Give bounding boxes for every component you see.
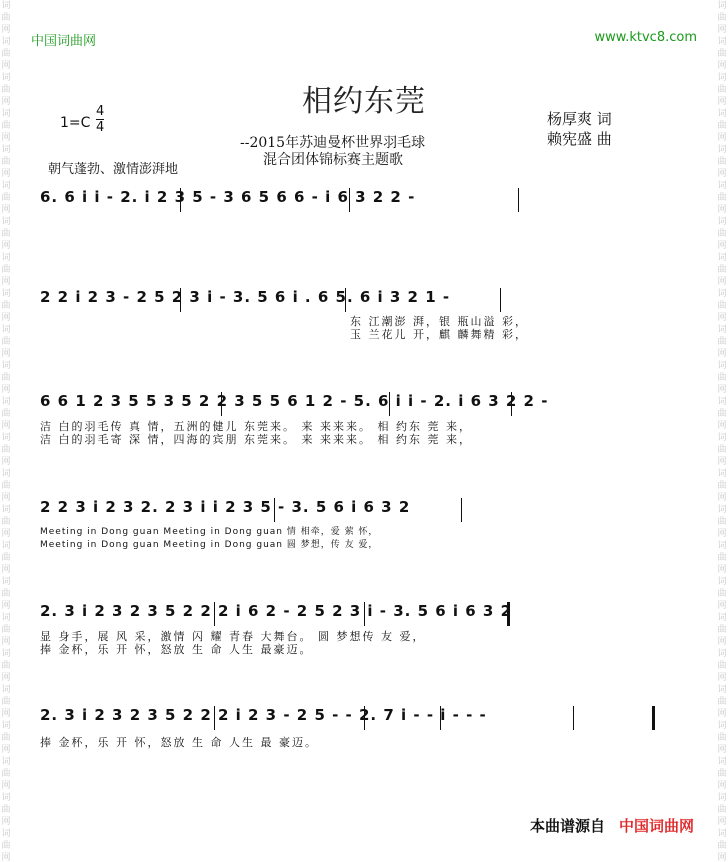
footer-brand-link[interactable]: 中国词曲网 — [618, 817, 694, 835]
notation-row-3: 6 6 1 2 3 5 5 3 5 2 2 3 5 5 6 1 2 - 5. 6 i i - 2. i 6 3 2 2 - — [40, 392, 549, 410]
notation-row-1: 6. 6 i i - 2. i 2 3 5 - 3 6 5 6 6 - i 6 3 2 2 - — [40, 188, 416, 206]
subtitle-line-1: --2015年苏迪曼杯世界羽毛球 — [240, 135, 426, 151]
lyric-row-2-verse-2: 玉 兰花儿 开，麒 麟舞精 彩， — [350, 328, 528, 341]
watermark-right: 词曲网词曲网词曲网词曲网词曲网词曲网词曲网词曲网词曲网词曲网词曲网词曲网词曲网词曲网词曲网词曲网词曲网词曲网词曲网词曲网词曲网词曲网词曲网词曲网 — [717, 1, 727, 862]
lyric-row-4-verse-1: Meeting in Dong guan Meeting in Dong guan 情 相牵，爱 萦 怀， — [40, 527, 379, 537]
site-name-left[interactable]: 中国词曲网 — [31, 34, 97, 49]
song-title: 相约东莞 — [302, 84, 426, 119]
meter-bottom: 4 — [96, 120, 105, 135]
lyric-row-4-verse-2: Meeting in Dong guan Meeting in Dong guan 圆 梦想，传 友 爱， — [40, 540, 379, 550]
watermark-left: 词曲网词曲网词曲网词曲网词曲网词曲网词曲网词曲网词曲网词曲网词曲网词曲网词曲网词曲网词曲网词曲网词曲网词曲网词曲网词曲网词曲网词曲网词曲网词曲网 — [1, 1, 11, 862]
lyric-row-5-verse-2: 捧 金杯，乐 开 怀，怒放 生 命 人生 最豪迈。 — [40, 643, 313, 656]
subtitle-line-2: 混合团体锦标赛主题歌 — [263, 152, 403, 168]
lyric-row-6-verse-1: 捧 金杯，乐 开 怀，怒放 生 命 人生 最 豪迈。 — [40, 736, 318, 749]
lyric-row-3-verse-1: 洁 白的羽毛传 真 情，五洲的健儿 东莞来。 来 来来来。 相 约东 莞 来， — [40, 420, 472, 433]
notation-row-2: 2 2 i 2 3 - 2 5 2 3 i - 3. 5 6 i . 6 5. 6 i 3 2 1 - — [40, 288, 451, 306]
footer-source — [530, 815, 694, 836]
site-url-right[interactable]: www.ktvc8.com — [594, 30, 697, 45]
notation-row-5: 2. 3 i 2 3 2 3 5 2 2 2 i 6 2 - 2 5 2 3 i - 3. 5 6 i 6 3 2 — [40, 602, 513, 620]
composer-credit: 赖宪盛 曲 — [547, 130, 612, 148]
lyric-row-2-verse-1: 东 江潮澎 湃，银 瓶山溢 彩， — [350, 315, 528, 328]
meter-top: 4 — [96, 104, 105, 119]
key-signature: 1=C — [60, 115, 91, 131]
notation-row-6: 2. 3 i 2 3 2 3 5 2 2 2 i 2 3 - 2 5 - - 2. 7 i - - i - - - — [40, 706, 487, 724]
footer-label: 本曲谱源自 — [529, 817, 605, 835]
time-signature — [96, 104, 104, 135]
lyricist-credit: 杨厚爽 词 — [547, 110, 612, 128]
lyric-row-5-verse-1: 显 身手，展 风 采，激情 闪 耀 青春 大舞台。 圆 梦想传 友 爱， — [40, 630, 426, 643]
notation-row-4: 2 2 3 i 2 3 2. 2 3 i i 2 3 5 - 3. 5 6 i 6 3 2 — [40, 498, 411, 516]
tempo-marking: 朝气蓬勃、激情澎湃地 — [48, 162, 179, 177]
lyric-row-3-verse-2: 洁 白的羽毛寄 深 情，四海的宾朋 东莞来。 来 来来来。 相 约东 莞 来， — [40, 433, 472, 446]
